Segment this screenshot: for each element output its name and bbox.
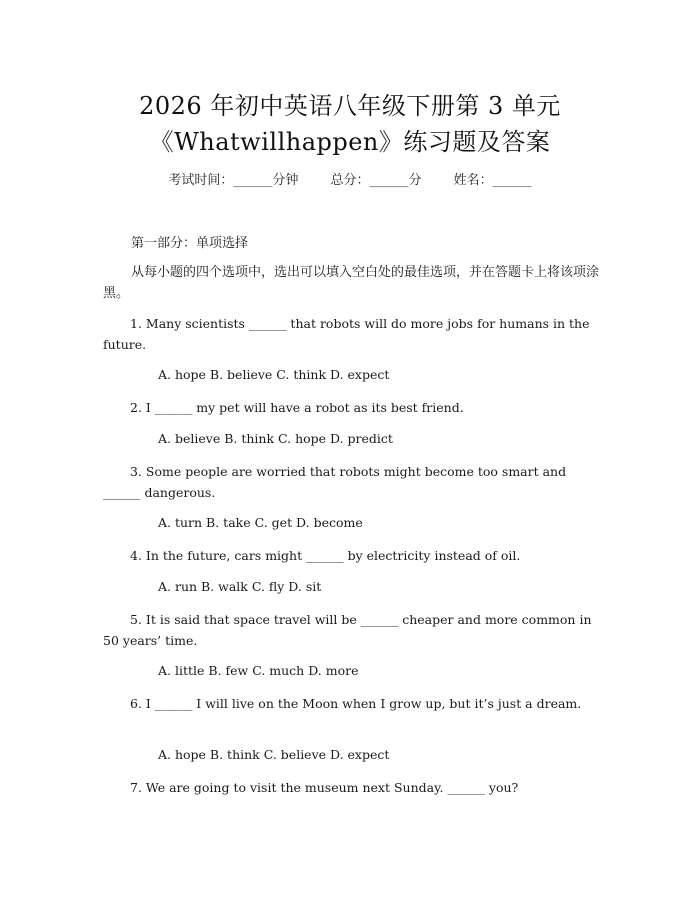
question-2-options: A. believe B. think C. hope D. predict: [158, 431, 393, 446]
exam-score: 总分：______分: [330, 173, 422, 188]
question-4: 4. In the future, cars might ______ by electricity instead of oil.: [130, 548, 521, 563]
question-3: 3. Some people are worried that robots might become too smart and ______ dangerous.: [103, 464, 567, 500]
exam-info: [0, 169, 700, 188]
question-5-options: A. little B. few C. much D. more: [158, 663, 359, 678]
question-5: 5. It is said that space travel will be ______ cheaper and more common in 50 years’ time.: [103, 612, 592, 648]
question-6: 6. I ______ I will live on the Moon when I grow up, but it’s just a dream.: [130, 696, 582, 711]
question-2: 2. I ______ my pet will have a robot as its best friend.: [130, 400, 464, 415]
exam-time: 考试时间：______分钟: [168, 173, 299, 188]
section-title: 第一部分：单项选择: [131, 236, 249, 251]
document-title-line1: 2026 年初中英语八年级下册第 3 单元: [139, 92, 561, 120]
question-4-options: A. run B. walk C. fly D. sit: [158, 579, 322, 594]
question-6-options: A. hope B. think C. believe D. expect: [158, 747, 390, 762]
question-7: 7. We are going to visit the museum next Sunday. ______ you?: [130, 780, 519, 795]
question-1: 1. Many scientists ______ that robots will do more jobs for humans in the future.: [103, 316, 590, 352]
question-3-options: A. turn B. take C. get D. become: [158, 515, 363, 530]
document-title-line2: 《Whatwillhappen》练习题及答案: [149, 128, 551, 156]
question-1-options: A. hope B. believe C. think D. expect: [158, 367, 390, 382]
exam-name: 姓名：______: [453, 173, 532, 188]
instruction-text: 从每小题的四个选项中，选出可以填入空白处的最佳选项，并在答题卡上将该项涂黑。: [103, 265, 600, 301]
